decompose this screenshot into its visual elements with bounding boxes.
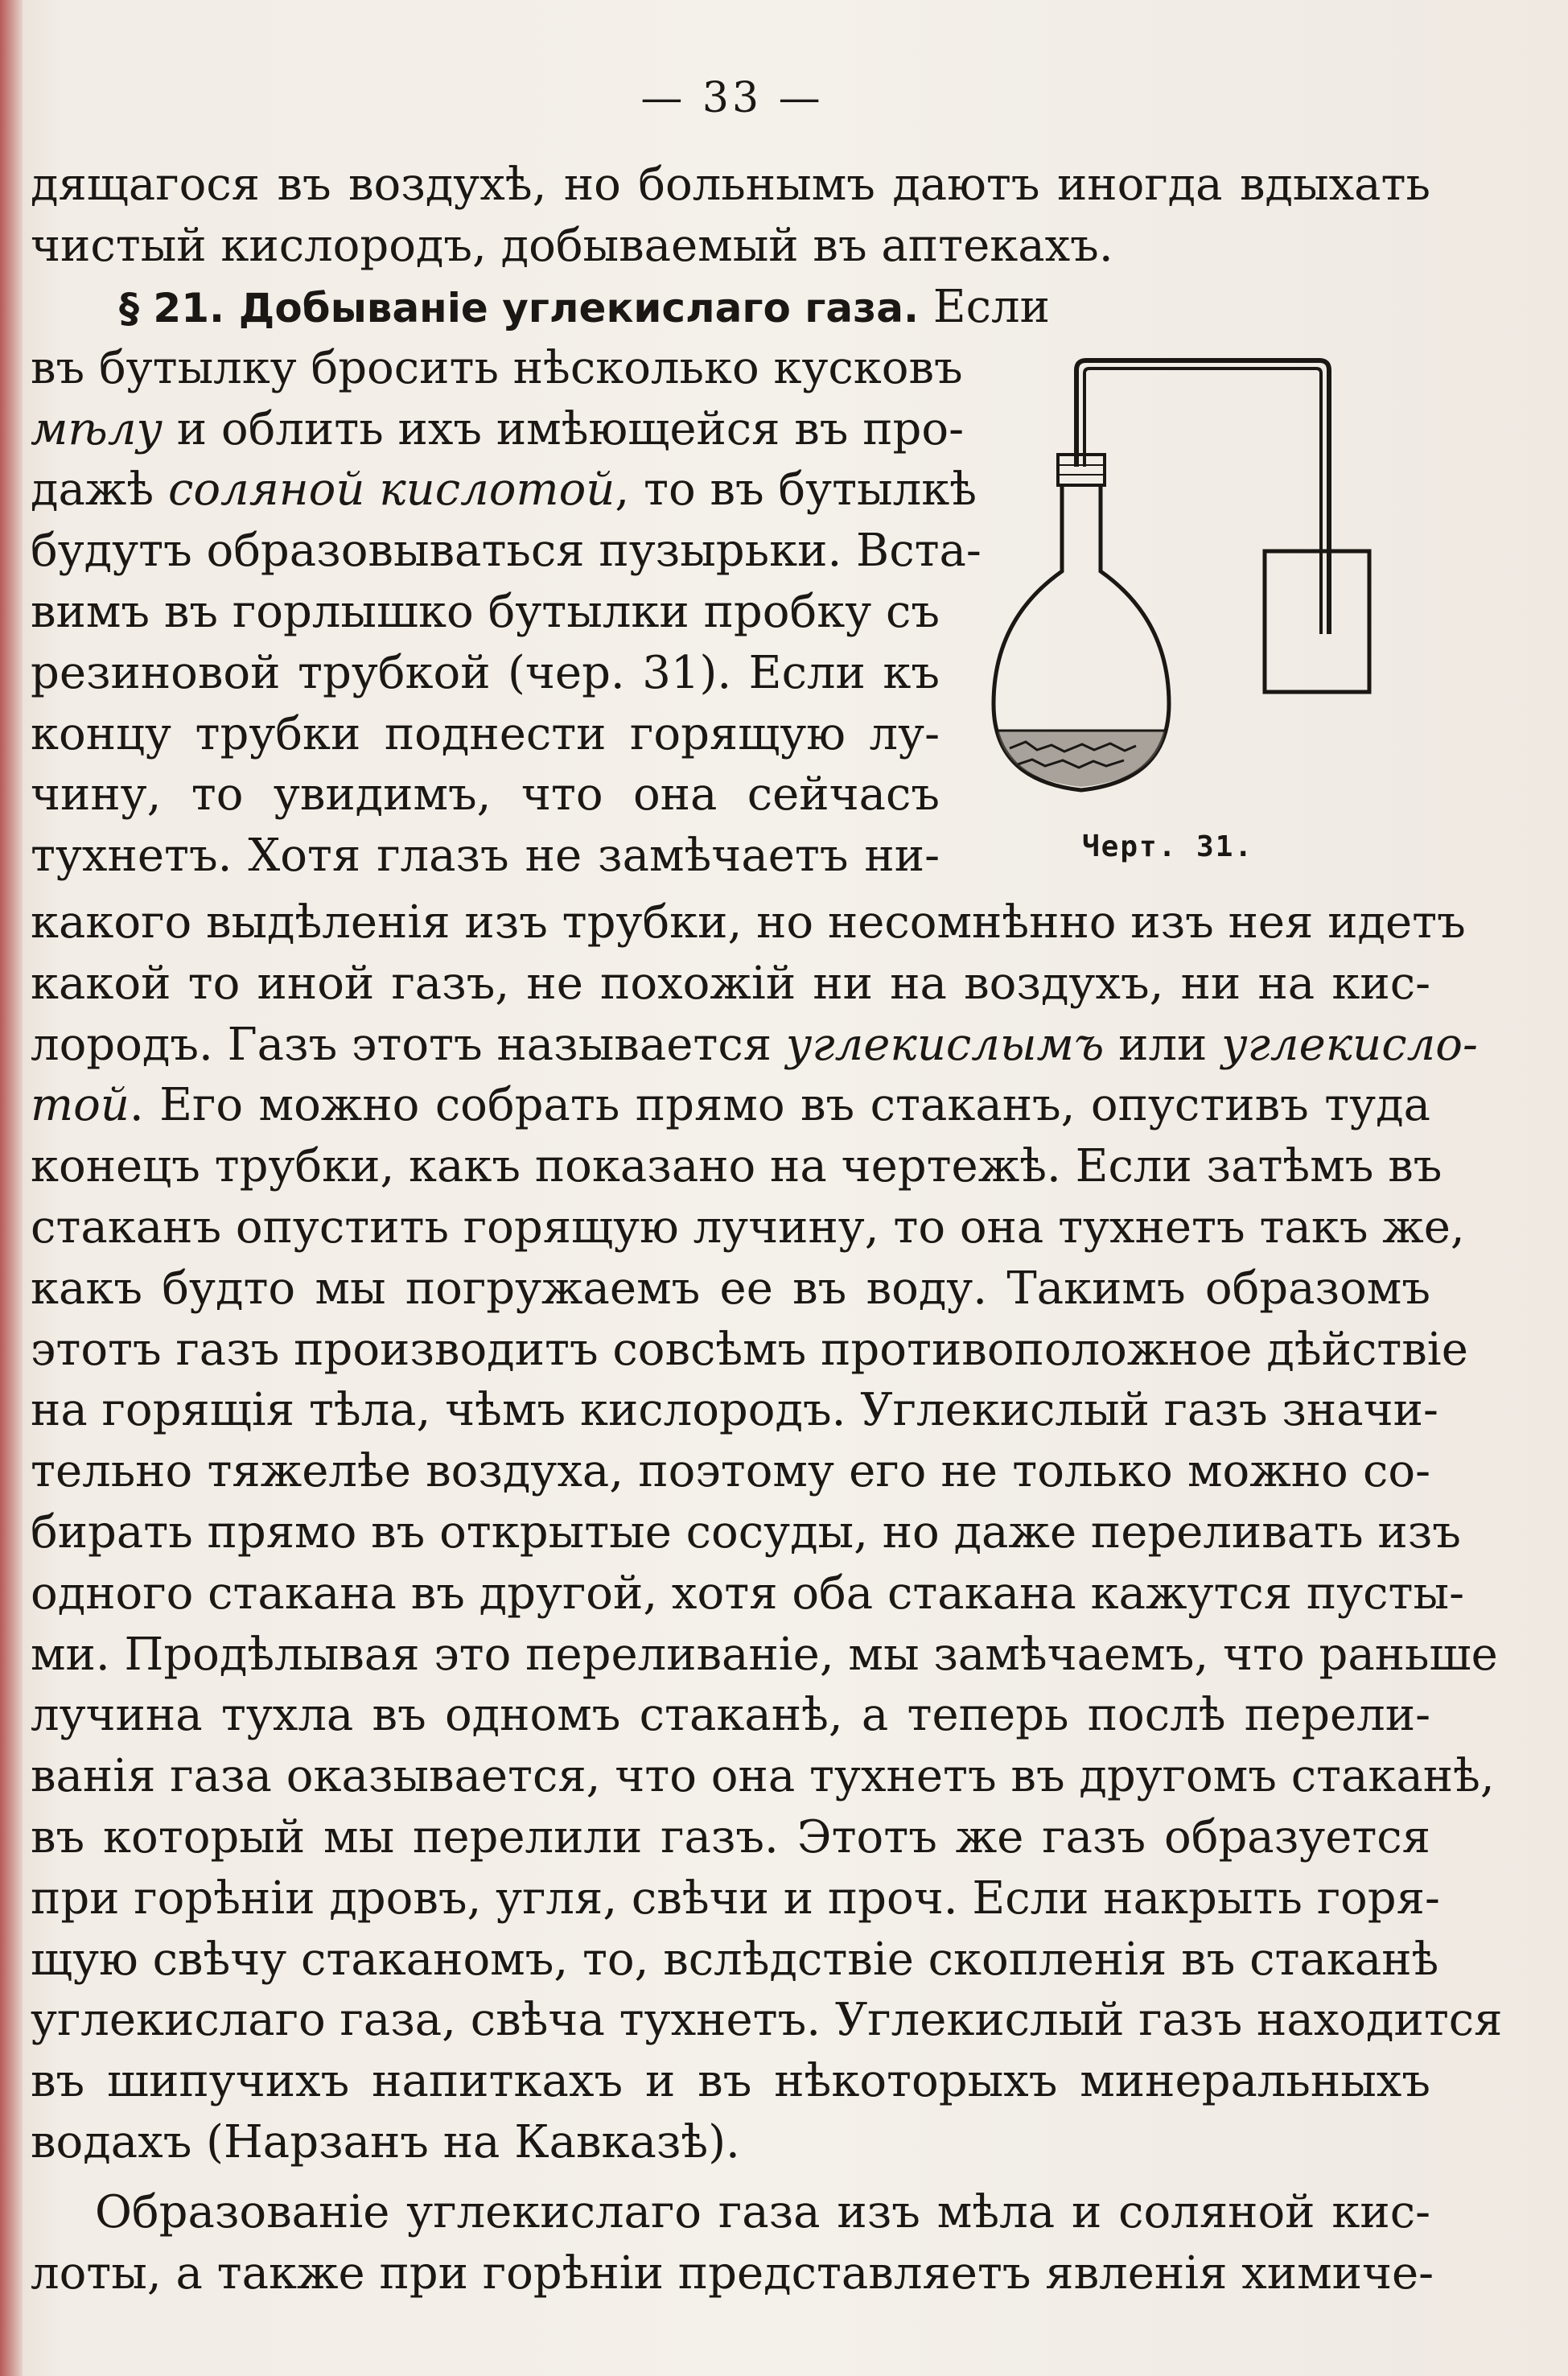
section-number: § 21.: [119, 285, 224, 331]
section-heading-line: [31, 277, 1050, 338]
text-line: той. Его можно собрать прямо въ стаканъ, опустивъ туда: [31, 1079, 1430, 1132]
text-line: бирать прямо въ открытые сосуды, но даже переливать изъ: [31, 1505, 1461, 1559]
text-line: чину, то увидимъ, что она сейчасъ: [31, 768, 940, 822]
text-line: будутъ образовываться пузырьки. Вста-: [31, 525, 982, 578]
text-line: лоты, а также при горѣніи представляетъ явленія химиче-: [31, 2246, 1434, 2300]
intro-paragraph: [31, 154, 1430, 277]
section-first-word: Если: [932, 281, 1050, 333]
text-line: въ который мы перелили газъ. Этотъ же газъ образуется: [31, 1810, 1430, 1863]
text-line: водахъ (Нарзанъ на Кавказѣ).: [31, 2115, 740, 2168]
text-line: дящагося въ воздухѣ, но больнымъ даютъ иногда вдыхать: [31, 159, 1430, 211]
section-paragraph: [31, 277, 1050, 887]
page-number: — 33 —: [640, 74, 824, 122]
text-line: вимъ въ горлышко бутылки пробку съ: [31, 585, 940, 638]
text-line: дажѣ соляной кислотой, то въ бутылкѣ: [31, 463, 977, 517]
text-line: въ бутылку бросить нѣсколько кусковъ: [31, 341, 963, 394]
text-line: щую свѣчу стаканомъ, то, вслѣдствіе скопленія въ стаканѣ: [31, 1933, 1439, 1986]
text-line: какой то иной газъ, не похожій ни на воздухъ, ни на кис-: [31, 957, 1430, 1010]
text-line: лородъ. Газъ этотъ называется углекислымъ или углекисло-: [31, 1018, 1478, 1071]
text-line: мѣлу и облить ихъ имѣющейся въ про-: [31, 402, 965, 455]
text-line: тухнетъ. Хотя глазъ не замѣчаетъ ни-: [31, 830, 940, 883]
text-line: чистый кислородъ, добываемый въ аптекахъ.: [31, 219, 1113, 272]
text-line: ми. Продѣлывая это переливаніе, мы замѣчаемъ, что раньше: [31, 1628, 1498, 1681]
text-line: ванія газа оказывается, что она тухнетъ въ другомъ стаканѣ,: [31, 1750, 1495, 1803]
main-paragraph: [31, 892, 1503, 2173]
text-line: Образованіе углекислаго газа изъ мѣла и соляной кис-: [95, 2186, 1430, 2238]
text-line: тельно тяжелѣе воздуха, поэтому его не только можно со-: [31, 1445, 1430, 1498]
text-line: резиновой трубкой (чер. 31). Если къ: [31, 646, 940, 699]
italic-term: соляной кислотой: [167, 463, 615, 517]
figure-caption: Черт. 31.: [1082, 830, 1254, 863]
text-line: на горящія тѣла, чѣмъ кислородъ. Углекислый газъ значи-: [31, 1384, 1438, 1437]
text-line: конецъ трубки, какъ показано на чертежѣ. Если затѣмъ въ: [31, 1140, 1442, 1193]
page-binding-edge: [0, 0, 23, 2376]
text-line: этотъ газъ производитъ совсѣмъ противоположное дѣйствіе: [31, 1323, 1468, 1376]
text-line: при горѣніи дровъ, угля, свѣчи и проч. Если накрыть горя-: [31, 1872, 1440, 1925]
text-line: стаканъ опустить горящую лучину, то она тухнетъ такъ же,: [31, 1200, 1465, 1254]
text-line: какого выдѣленія изъ трубки, но несомнѣнно изъ нея идетъ: [31, 896, 1466, 949]
text-line: углекислаго газа, свѣча тухнетъ. Углекислый газъ находится: [31, 1994, 1503, 2047]
text-line: какъ будто мы погружаемъ ее въ воду. Такимъ образомъ: [31, 1262, 1430, 1315]
italic-term: той: [31, 1079, 130, 1132]
text-line: одного стакана въ другой, хотя оба стакана кажутся пусты-: [31, 1567, 1465, 1620]
text-line: концу трубки поднести горящую лу-: [31, 707, 940, 760]
italic-term: мѣлу: [31, 402, 163, 455]
italic-term: углекисло-: [1221, 1018, 1478, 1071]
text-line: лучина тухла въ одномъ стаканѣ, а теперь послѣ перели-: [31, 1689, 1430, 1742]
flask-with-tube-icon: [973, 346, 1384, 861]
text-line: въ шипучихъ напиткахъ и въ нѣкоторыхъ минеральныхъ: [31, 2055, 1430, 2108]
final-paragraph: [31, 2182, 1434, 2304]
section-title: Добываніе углекислаго газа.: [238, 285, 919, 331]
italic-term: углекислымъ: [785, 1018, 1105, 1071]
